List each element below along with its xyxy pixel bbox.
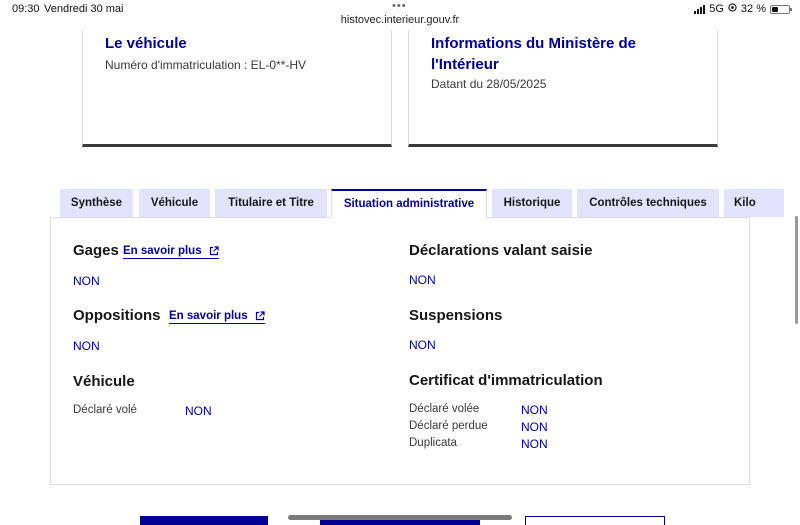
external-link-icon	[209, 246, 219, 256]
tab-kilometrage[interactable]: Kilo	[724, 189, 784, 217]
declare-vole-label: Déclaré volé	[73, 404, 137, 416]
tab-vehicule[interactable]: Véhicule	[139, 189, 210, 217]
signal-icon	[694, 5, 705, 14]
vehicule-title: Véhicule	[73, 373, 135, 390]
suspensions-value: NON	[409, 338, 436, 352]
ministry-card-title[interactable]: Informations du Ministère de l'Intérieur	[431, 35, 637, 73]
ministry-card[interactable]	[408, 30, 718, 147]
gages-title: Gages	[73, 242, 119, 259]
oppositions-more-label: En savoir plus	[169, 310, 248, 322]
address-bar-url[interactable]: histovec.interieur.gouv.fr	[340, 14, 460, 26]
gages-value: NON	[73, 274, 100, 288]
certificat-volee-label: Déclaré volée	[409, 403, 480, 415]
network-label: 5G	[709, 3, 724, 15]
gages-more-link[interactable]	[123, 245, 219, 259]
status-indicators	[694, 3, 790, 15]
plate-number: Numéro d'immatriculation : EL-0**-HV	[105, 58, 307, 72]
saisie-value: NON	[409, 273, 436, 287]
scrollbar[interactable]	[795, 216, 798, 324]
location-icon	[728, 3, 737, 15]
duplicata-label: Duplicata	[409, 437, 457, 449]
certificat-title: Certificat d'immatriculation	[409, 372, 603, 389]
situation-panel	[50, 217, 750, 485]
oppositions-value: NON	[73, 339, 100, 353]
tab-synthese[interactable]: Synthèse	[60, 189, 133, 217]
suspensions-title: Suspensions	[409, 307, 503, 324]
tab-historique[interactable]: Historique	[492, 189, 572, 217]
gages-more-label: En savoir plus	[123, 245, 202, 257]
bottom-button-1[interactable]	[140, 516, 268, 525]
saisie-title: Déclarations valant saisie	[409, 242, 593, 259]
declare-vole-value: NON	[185, 404, 212, 418]
certificat-volee-value: NON	[521, 403, 548, 417]
battery-icon	[770, 5, 790, 14]
tab-controles-techniques[interactable]: Contrôles techniques	[577, 189, 719, 217]
external-link-icon	[255, 311, 265, 321]
tab-situation-administrative[interactable]: Situation administrative	[331, 189, 487, 218]
ministry-date: Datant du 28/05/2025	[431, 77, 547, 91]
bottom-button-3[interactable]	[525, 516, 665, 525]
duplicata-value: NON	[521, 437, 548, 451]
oppositions-more-link[interactable]	[169, 310, 265, 324]
certificat-perdue-value: NON	[521, 420, 548, 434]
oppositions-title: Oppositions	[73, 307, 161, 324]
status-time: 09:30	[12, 3, 40, 15]
tab-list	[60, 189, 756, 218]
vehicle-card[interactable]	[82, 30, 392, 147]
battery-percent: 32 %	[740, 3, 766, 15]
vehicle-card-title[interactable]: Le véhicule	[105, 35, 187, 52]
tab-titulaire[interactable]: Titulaire et Titre	[215, 189, 327, 217]
status-date: Vendredi 30 mai	[44, 3, 124, 15]
home-indicator[interactable]	[288, 515, 512, 520]
status-bar	[0, 0, 800, 30]
more-dots-icon[interactable]: •••	[392, 0, 407, 12]
certificat-perdue-label: Déclaré perdue	[409, 420, 488, 432]
